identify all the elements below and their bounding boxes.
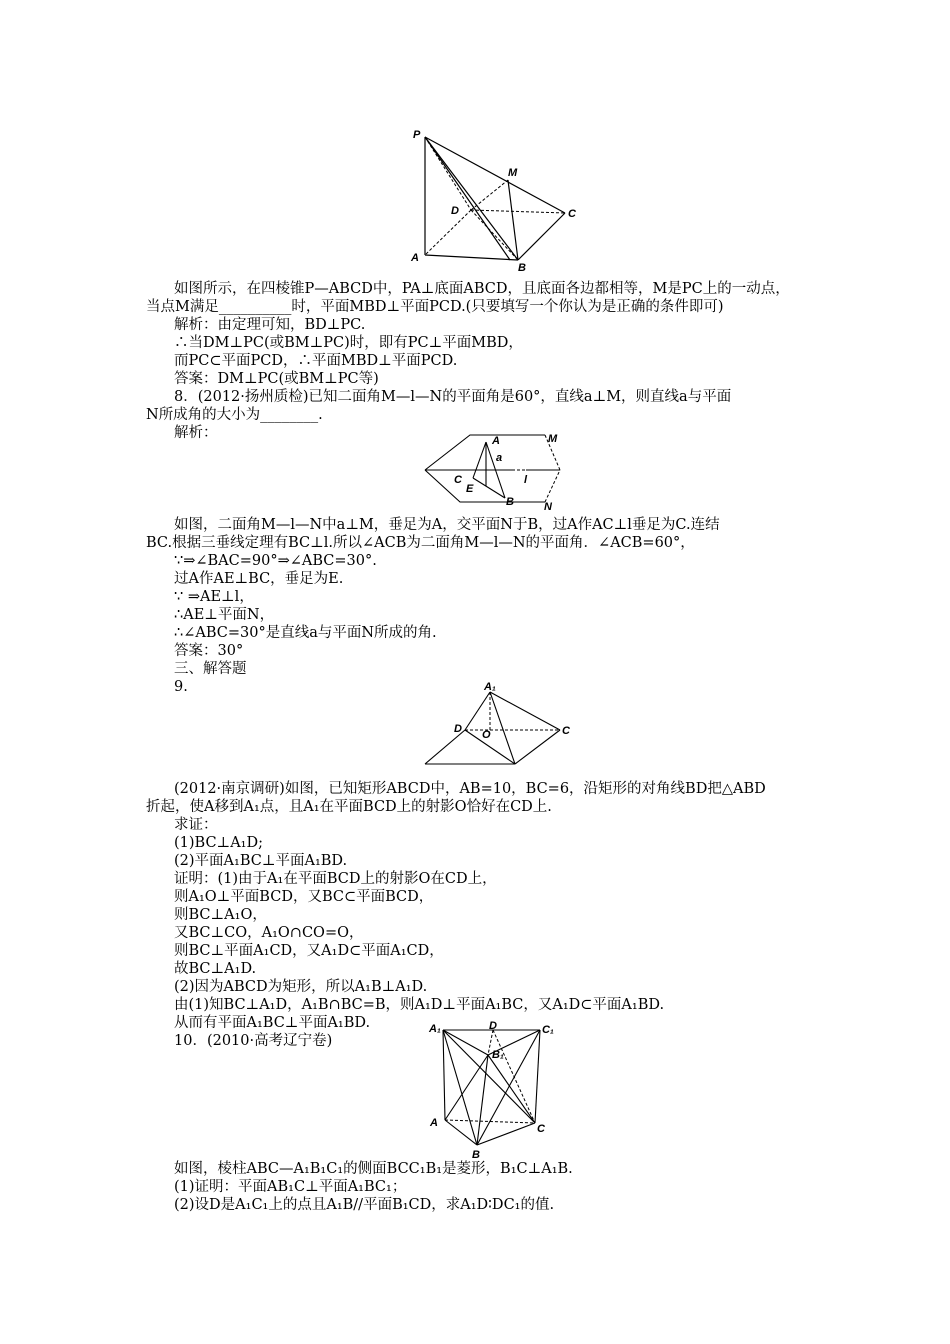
problem9-proof-line6: 故BC⊥A₁D. xyxy=(174,961,257,977)
problem8-solution-line1: 如图，二面角M—l—N中a⊥M，垂足为A，交平面N于B，过A作AC⊥l垂足为C.连结 xyxy=(174,517,720,533)
figure-dihedral-angle xyxy=(420,430,570,510)
label-c1: C₁ xyxy=(542,1024,554,1036)
problem9-statement-line1: (2012·南京调研)如图，已知矩形ABCD中，AB=10，BC=6，沿矩形的对角线BD把△ABD xyxy=(174,781,766,797)
problem8-solution-line3: ∵⇒∠BAC=90°⇒∠ABC=30°. xyxy=(174,553,377,569)
problem7-statement-line2: 当点M满足__________时，平面MBD⊥平面PCD.(只要填写一个你认为是正确的条件即可) xyxy=(146,299,724,315)
problem7-answer: 答案：DM⊥PC(或BM⊥PC等) xyxy=(174,371,379,387)
problem9-number: 9. xyxy=(174,679,188,695)
label-a: A xyxy=(411,252,419,264)
label-n: N xyxy=(544,501,552,510)
problem9-proof-line5: 则BC⊥平面A₁CD，又A₁D⊂平面A₁CD， xyxy=(174,943,444,959)
figure-prism xyxy=(425,1020,560,1160)
label-c: C xyxy=(568,208,576,220)
problem7-step2: 而PC⊂平面PCD，∴平面MBD⊥平面PCD. xyxy=(174,353,458,369)
label-b: B xyxy=(518,262,526,274)
label-m: M xyxy=(508,167,518,179)
problem7-step1: ∴当DM⊥PC(或BM⊥PC)时，即有PC⊥平面MBD， xyxy=(174,335,523,351)
label-c: C xyxy=(562,725,570,737)
label-a1: A₁ xyxy=(429,1023,441,1035)
problem9-proof-line7: (2)因为ABCD为矩形，所以A₁B⊥A₁D. xyxy=(174,979,428,995)
problem8-solution-line7: ∴∠ABC=30°是直线a与平面N所成的角. xyxy=(174,625,437,641)
problem9-proof-line2: 则A₁O⊥平面BCD，又BC⊂平面BCD， xyxy=(174,889,434,905)
problem9-part1: (1)BC⊥A₁D; xyxy=(174,835,263,851)
label-a: A xyxy=(492,435,500,447)
label-e: E xyxy=(466,483,474,495)
problem7-statement-line1: 如图所示，在四棱锥P—ABCD中，PA⊥底面ABCD，且底面各边都相等，M是PC上的一动点， xyxy=(174,281,790,297)
label-d: D xyxy=(489,1020,497,1032)
problem9-proof-line3: 则BC⊥A₁O， xyxy=(174,907,267,923)
problem8-answer: 答案：30° xyxy=(174,643,244,659)
label-b1: B₁ xyxy=(492,1049,504,1061)
problem9-prove-label: 求证： xyxy=(174,817,218,833)
problem10-part2: (2)设D是A₁C₁上的点且A₁B//平面B₁CD，求A₁D∶DC₁的值. xyxy=(174,1197,555,1213)
label-o: O xyxy=(482,729,491,741)
section-heading: 三、解答题 xyxy=(174,661,247,677)
label-b: B xyxy=(472,1149,480,1160)
problem8-statement-line2: N所成角的大小为________. xyxy=(146,407,323,423)
problem10-part1: (1)证明：平面AB₁C⊥平面A₁BC₁； xyxy=(174,1179,407,1195)
label-l: l xyxy=(524,474,528,486)
label-p: P xyxy=(413,129,421,141)
label-b: B xyxy=(506,496,514,508)
problem9-proof-line1: 证明：(1)由于A₁在平面BCD上的射影O在CD上， xyxy=(174,871,497,887)
label-d: D xyxy=(454,723,462,735)
problem8-solution-line6: ∴AE⊥平面N， xyxy=(174,607,275,623)
problem8-analysis-label: 解析： xyxy=(174,425,218,441)
label-d: D xyxy=(451,205,459,217)
problem10-number: 10．(2010·高考辽宁卷) xyxy=(174,1033,333,1049)
label-m: M xyxy=(548,433,558,445)
problem8-statement-line1: 8．(2012·扬州质检)已知二面角M—l—N的平面角是60°，直线a⊥M，则直线a与平面 xyxy=(174,389,732,405)
problem9-proof-line9: 从而有平面A₁BC⊥平面A₁BD. xyxy=(174,1015,371,1031)
label-c: C xyxy=(537,1123,545,1135)
label-c: C xyxy=(454,474,462,486)
problem8-solution-line4: 过A作AE⊥BC，垂足为E. xyxy=(174,571,344,587)
problem9-part2: (2)平面A₁BC⊥平面A₁BD. xyxy=(174,853,348,869)
label-a: A xyxy=(430,1117,438,1129)
figure-pyramid-pabcd xyxy=(405,125,590,275)
problem8-solution-line2: BC.根据三垂线定理有BC⊥l.所以∠ACB为二面角M—l—N的平面角．∠ACB=60°， xyxy=(146,535,695,551)
problem8-solution-line5: ∵ ⇒AE⊥l， xyxy=(174,589,254,605)
problem7-analysis: 解析：由定理可知，BD⊥PC. xyxy=(174,317,366,333)
problem9-proof-line4: 又BC⊥CO，A₁O∩CO=O， xyxy=(174,925,364,941)
problem9-proof-line8: 由(1)知BC⊥A₁D，A₁B∩BC=B，则A₁D⊥平面A₁BC，又A₁D⊂平面A₁BD. xyxy=(174,997,665,1013)
problem9-statement-line2: 折起，使A移到A₁点，且A₁在平面BCD上的射影O恰好在CD上. xyxy=(146,799,552,815)
figure-folded-rectangle xyxy=(420,680,570,770)
label-a1: A₁ xyxy=(484,681,496,693)
label-line-a: a xyxy=(496,452,503,464)
problem10-statement: 如图，棱柱ABC—A₁B₁C₁的侧面BCC₁B₁是菱形，B₁C⊥A₁B. xyxy=(174,1161,573,1177)
